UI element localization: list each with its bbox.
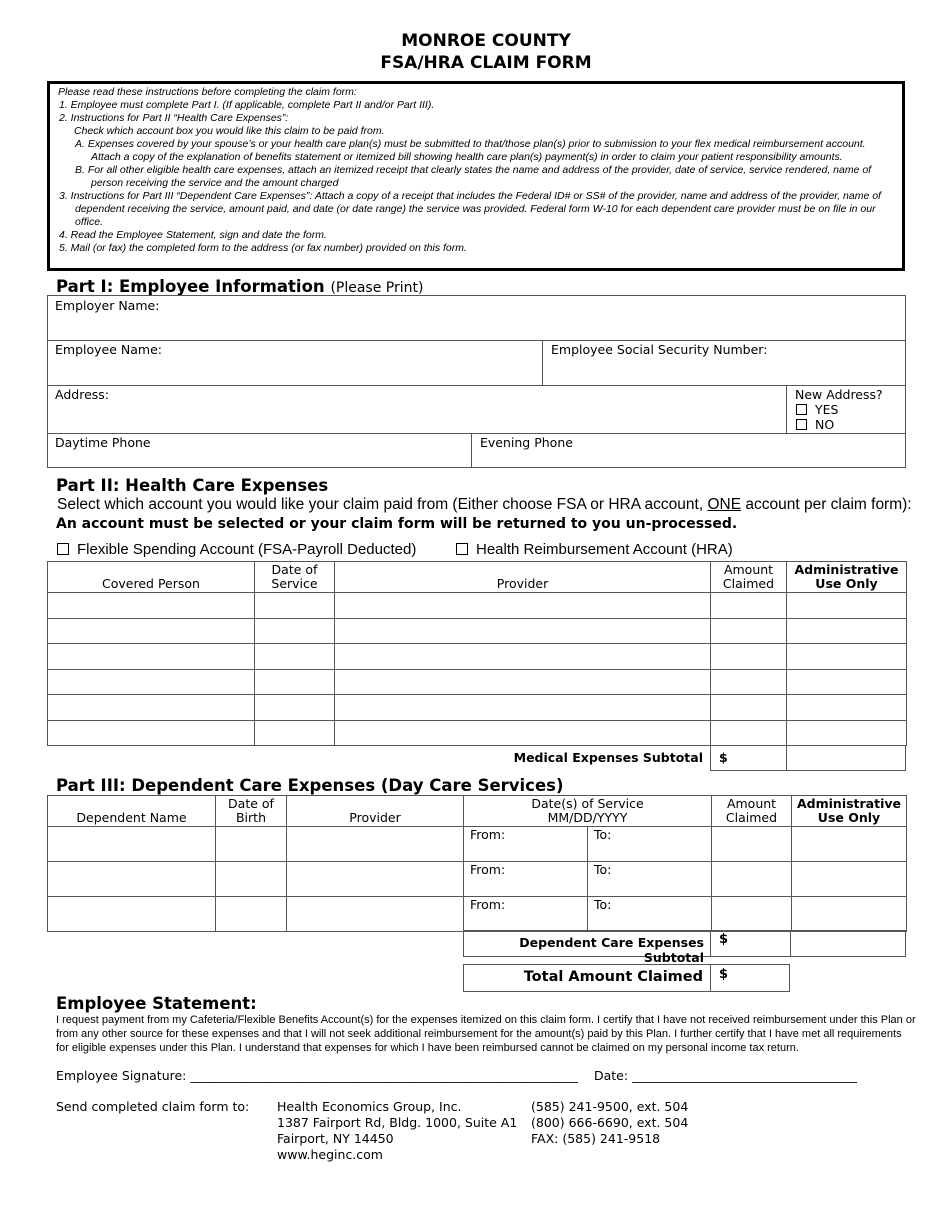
hra-label: Health Reimbursement Account (HRA) — [476, 541, 733, 558]
signature-line[interactable]: Employee Signature: ______________________________________________________________ — [56, 1068, 578, 1083]
divider — [786, 385, 787, 433]
instruction-line: 4. Read the Employee Statement, sign and date the form. — [59, 229, 327, 241]
to-field[interactable]: To: — [588, 897, 712, 932]
checkbox-icon[interactable] — [57, 543, 69, 555]
instructions-box — [47, 81, 905, 271]
table-row[interactable] — [48, 669, 907, 695]
medical-subtotal-label: Medical Expenses Subtotal — [513, 750, 703, 765]
fax-line: FAX: (585) 241-9518 — [531, 1131, 661, 1146]
send-address — [277, 1099, 517, 1163]
date-line[interactable]: Date: ____________________________________ — [594, 1068, 858, 1083]
total-amount-label: Total Amount Claimed — [523, 969, 703, 985]
divider — [471, 433, 472, 468]
medical-subtotal-box — [710, 745, 906, 771]
from-field[interactable]: From: — [464, 827, 588, 862]
col-admin-use: Administrative Use Only — [787, 562, 907, 593]
part1-subtitle: (Please Print) — [330, 280, 424, 296]
checkbox-icon[interactable] — [796, 404, 807, 415]
form-title: FSA/HRA CLAIM FORM — [380, 53, 592, 73]
new-address-yes[interactable] — [796, 402, 838, 417]
new-address-label: New Address? — [795, 387, 883, 402]
employer-name-field[interactable]: Employer Name: — [55, 298, 160, 313]
yes-label: YES — [815, 402, 839, 417]
table-row[interactable] — [48, 862, 907, 897]
select-one: ONE — [707, 496, 742, 513]
statement-text: I request payment from my Cafeteria/Flexible Benefits Account(s) for the expenses itemized on this claim form. I certify that I have not received reimbursement under this Plan or from any other source for these expenses and that I will not seek additional reimbursement for the amount(s) paid by this Plan. I further certify that I have met all requirements for eligible expenses under this Plan. I understand that expenses for which I have been reimbursed cannot be claimed on my personal income tax return. — [56, 1014, 916, 1054]
instruction-line: A. Expenses covered by your spouse’s or your health care plan(s) must be submitted to that/those plan(s) prior to submission to your flex medical reimbursement account. Attach a copy of the explanation of benefits statement or itemized bill showing health care plan(s) payment(s) in order to claim your patient responsibility amounts. — [75, 138, 866, 163]
from-field[interactable]: From: — [464, 897, 588, 932]
col-covered-person: Covered Person — [48, 562, 255, 593]
total-amount-dollar[interactable]: $ — [719, 967, 729, 982]
table-row[interactable] — [48, 897, 907, 932]
account-select-instruction — [57, 496, 912, 514]
new-address-no[interactable] — [796, 417, 834, 432]
to-field[interactable]: To: — [588, 862, 712, 897]
instruction-line: 2. Instructions for Part II “Health Care Expenses”: — [59, 112, 289, 124]
divider — [47, 433, 906, 434]
dependent-subtotal-dollar[interactable]: $ — [719, 932, 729, 947]
fsa-label: Flexible Spending Account (FSA-Payroll Deducted) — [77, 541, 417, 558]
divider — [47, 340, 906, 341]
evening-phone-field[interactable]: Evening Phone — [480, 435, 573, 450]
col-dependent-name: Dependent Name — [48, 796, 216, 827]
col-dates-of-service: Date(s) of Service MM/DD/YYYY — [464, 796, 712, 827]
divider — [47, 385, 906, 386]
statement-title: Employee Statement: — [56, 994, 257, 1013]
fsa-option[interactable] — [57, 541, 416, 559]
instruction-line: Please read these instructions before completing the claim form: — [58, 86, 357, 98]
divider — [710, 930, 711, 957]
health-care-table — [47, 561, 907, 746]
instruction-line: 5. Mail (or fax) the completed form to the address (or fax number) provided on this form. — [59, 242, 467, 254]
select-text: Select which account you would like your claim paid from (Either choose FSA or HRA account, — [57, 496, 708, 513]
col-amount-claimed: Amount Claimed — [712, 796, 792, 827]
part2-title: Part II: Health Care Expenses — [56, 476, 329, 495]
instruction-line: Check which account box you would like this claim to be paid from. — [74, 125, 385, 137]
send-label: Send completed claim form to: — [56, 1099, 250, 1114]
address-field[interactable]: Address: — [55, 387, 109, 402]
phone-line: (800) 666-6690, ext. 504 — [531, 1115, 689, 1130]
employee-name-field[interactable]: Employee Name: — [55, 342, 162, 357]
col-provider: Provider — [335, 562, 711, 593]
from-field[interactable]: From: — [464, 862, 588, 897]
dependent-care-table — [47, 795, 907, 932]
checkbox-icon[interactable] — [796, 419, 807, 430]
instruction-line: B. For all other eligible health care expenses, attach an itemized receipt that clearly states the name and address of the provider, date of service, service rendered, name of person receiving the service and the amount charged — [75, 164, 872, 189]
col-provider: Provider — [287, 796, 464, 827]
col-amount-claimed: Amount Claimed — [711, 562, 787, 593]
phone-line: (585) 241-9500, ext. 504 — [531, 1099, 689, 1114]
no-label: NO — [815, 417, 835, 432]
dependent-subtotal-label: Dependent Care Expenses Subtotal — [519, 935, 704, 965]
address-line: 1387 Fairport Rd, Bldg. 1000, Suite A1 — [277, 1115, 518, 1130]
divider — [786, 745, 787, 771]
table-row[interactable] — [48, 695, 907, 721]
table-row[interactable] — [48, 644, 907, 670]
instruction-line: 1. Employee must complete Part I. (If applicable, complete Part II and/or Part III). — [59, 99, 435, 111]
col-admin-use: Administrative Use Only — [792, 796, 907, 827]
address-line: Fairport, NY 14450 — [277, 1131, 394, 1146]
instruction-line: 3. Instructions for Part III “Dependent Care Expenses”: Attach a copy of a receipt that includes the Federal ID# or SS# of the provider, name and address of the provider, name of dependent receiving the service, amount paid, and date (or date range) the service was provided. Federal form W-10 for each dependent care provider must be on file in our office. — [59, 190, 881, 228]
to-field[interactable]: To: — [588, 827, 712, 862]
send-phones — [531, 1099, 688, 1147]
col-date-of-service: Date of Service — [255, 562, 335, 593]
table-row[interactable] — [48, 720, 907, 746]
part3-title: Part III: Dependent Care Expenses (Day Care Services) — [56, 776, 564, 795]
table-row[interactable] — [48, 827, 907, 862]
divider — [710, 964, 711, 992]
address-line: Health Economics Group, Inc. — [277, 1099, 462, 1114]
table-row[interactable] — [48, 593, 907, 619]
website-link[interactable]: www.heginc.com — [277, 1147, 383, 1162]
account-warning: An account must be selected or your claim form will be returned to you un-processed. — [56, 516, 738, 532]
hra-option[interactable] — [456, 541, 733, 559]
part1-title: Part I: Employee Information — [56, 277, 325, 296]
daytime-phone-field[interactable]: Daytime Phone — [55, 435, 151, 450]
table-row[interactable] — [48, 618, 907, 644]
ssn-field[interactable]: Employee Social Security Number: — [551, 342, 768, 357]
form-county-title: MONROE COUNTY — [401, 31, 571, 51]
select-text-end: account per claim form): — [741, 496, 912, 513]
medical-subtotal-dollar[interactable]: $ — [719, 750, 728, 765]
divider — [790, 930, 791, 957]
employee-info-box — [47, 295, 906, 468]
divider — [542, 340, 543, 385]
col-date-of-birth: Date of Birth — [216, 796, 287, 827]
checkbox-icon[interactable] — [456, 543, 468, 555]
